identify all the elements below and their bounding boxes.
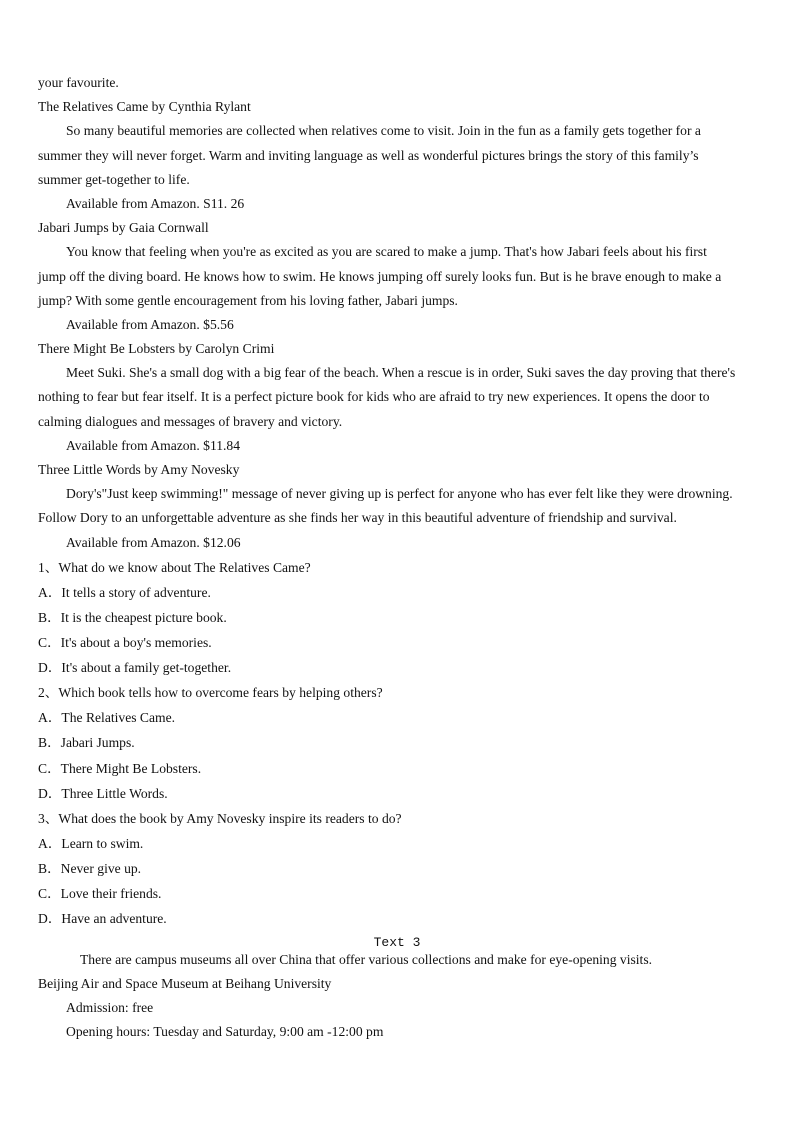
answer-option: B．Never give up.: [38, 860, 142, 876]
answer-option: C．It's about a boy's memories.: [38, 635, 212, 651]
book-availability: Available from Amazon. S11. 26: [66, 195, 245, 211]
admission-info: Admission: free: [66, 1000, 154, 1015]
lead-text: your favourite.: [38, 75, 119, 90]
answer-option: A．The Relatives Came.: [38, 710, 176, 726]
answer-option: D．Three Little Words.: [38, 785, 168, 801]
answer-option: D．It's about a family get-together.: [38, 660, 232, 676]
text3-body: [38, 951, 768, 1047]
book-title: The Relatives Came by Cynthia Rylant: [38, 99, 251, 115]
question-stem: 1、What do we know about The Relatives Came?: [38, 560, 311, 575]
book-description-line: You know that feeling when you're as excited as you are scared to make a jump. That's how Jabari feels about his first: [66, 244, 707, 260]
answer-option: B．Jabari Jumps.: [38, 735, 135, 751]
questions: [38, 559, 768, 935]
book-description-line: Follow Dory to an unforgettable adventure as she finds her way in this beautiful adventure of friendship and survival.: [38, 510, 677, 526]
answer-option: A．Learn to swim.: [38, 835, 144, 851]
museum-title: Beijing Air and Space Museum at Beihang University: [38, 976, 332, 991]
book-description-line: summer get-together to life.: [38, 171, 190, 187]
book-description-line: So many beautiful memories are collected when relatives come to visit. Join in the fun as a family gets together for a: [66, 123, 701, 139]
book-availability: Available from Amazon. $11.84: [66, 437, 241, 453]
book-description-line: calming dialogues and messages of bravery and victory.: [38, 413, 343, 429]
answer-option: A．It tells a story of adventure.: [38, 585, 211, 601]
book-list: [38, 74, 768, 558]
book-availability: Available from Amazon. $12.06: [66, 534, 241, 550]
book-title: There Might Be Lobsters by Carolyn Crimi: [38, 341, 275, 357]
book-description-line: Dory's"Just keep swimming!" message of never giving up is perfect for anyone who has ever felt like they were drowning.: [66, 486, 733, 502]
book-description-line: summer they will never forget. Warm and inviting language as well as wonderful pictures brings the story of this family’s: [38, 147, 699, 163]
book-availability: Available from Amazon. $5.56: [66, 316, 234, 332]
answer-option: B．It is the cheapest picture book.: [38, 610, 227, 626]
book-description-line: jump off the diving board. He knows how to swim. He knows jumping off surely looks fun. But is he brave enough to make a: [38, 268, 722, 284]
intro-paragraph: There are campus museums all over China that offer various collections and make for eye-opening visits.: [80, 952, 653, 967]
question-stem: 3、What does the book by Amy Novesky inspire its readers to do?: [38, 810, 402, 826]
answer-option: D．Have an adventure.: [38, 910, 167, 926]
question-stem: 2、Which book tells how to overcome fears by helping others?: [38, 685, 383, 701]
book-title: Three Little Words by Amy Novesky: [38, 462, 240, 477]
opening-hours: Opening hours: Tuesday and Saturday, 9:00 am -12:00 pm: [66, 1024, 384, 1039]
answer-option: C．There Might Be Lobsters.: [38, 760, 202, 776]
section-heading: Text 3: [373, 935, 421, 950]
book-title: Jabari Jumps by Gaia Cornwall: [38, 220, 209, 236]
answer-option: C．Love their friends.: [38, 885, 162, 901]
book-description-line: Meet Suki. She's a small dog with a big fear of the beach. When a rescue is in order, Suki saves the day proving that there's: [66, 365, 736, 381]
book-description-line: nothing to fear but fear itself. It is a perfect picture book for kids who are afraid to try new experiences. It opens the door to: [38, 389, 710, 405]
book-description-line: jump? With some gentle encouragement from his loving father, Jabari jumps.: [38, 292, 458, 308]
